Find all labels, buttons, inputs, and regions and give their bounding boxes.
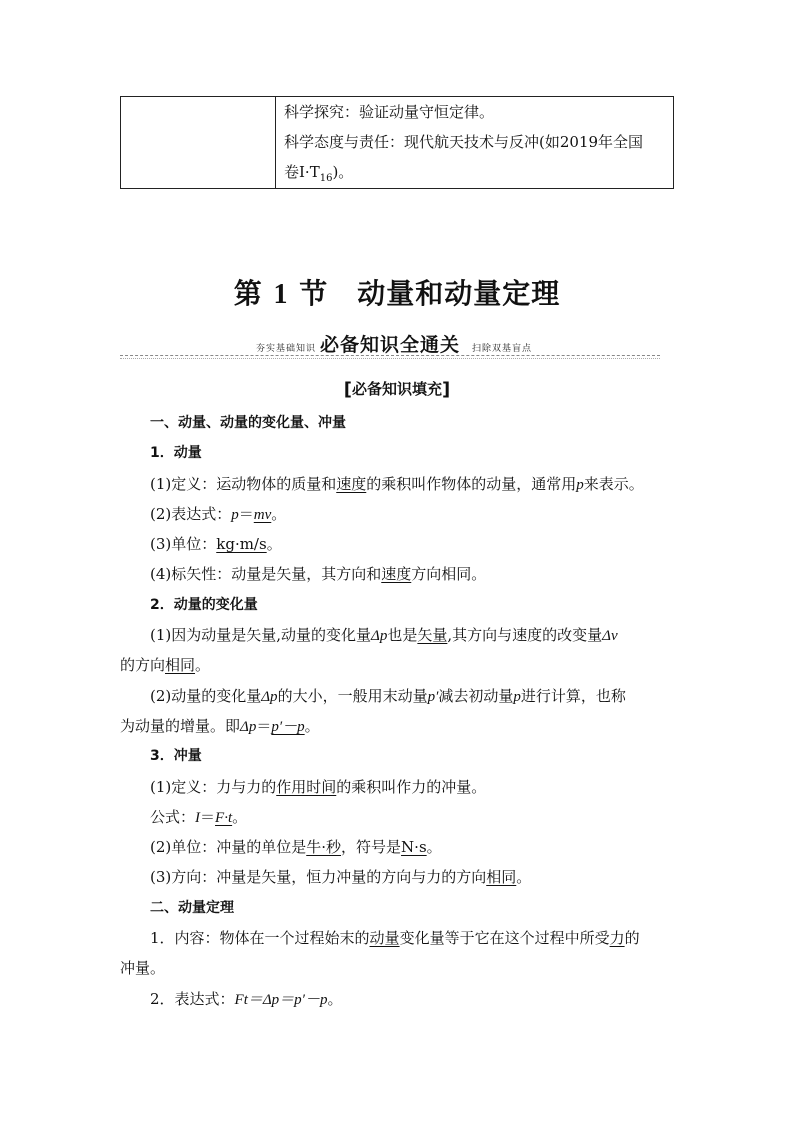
- underlined-answer: N·s: [401, 838, 427, 857]
- formula: Ft＝Δp＝p′－p: [234, 991, 328, 1008]
- title-number: 1: [273, 279, 289, 310]
- page-title: [0, 272, 794, 312]
- heading-1: 一、动量、动量的变化量、冲量: [150, 415, 346, 431]
- momentum-vector: [120, 559, 680, 589]
- impulse-definition: [120, 772, 680, 802]
- underlined-answer: 矢量: [417, 626, 448, 645]
- text: 1．内容：物体在一个过程始末的: [150, 929, 370, 948]
- text: ，符号是: [341, 838, 402, 857]
- text: 。: [271, 504, 287, 523]
- table-line-3: [284, 157, 667, 194]
- underlined-answer: 速度: [336, 474, 367, 493]
- subheading-momentum: 1．动量: [150, 445, 202, 462]
- underlined-answer: 动量: [369, 929, 400, 948]
- impulse-unit: [120, 832, 680, 862]
- text: 的方向: [120, 656, 166, 675]
- text: 公式：: [150, 807, 196, 826]
- text: ＝: [256, 716, 272, 735]
- text: (3)方向：冲量是矢量，恒力冲量的方向与力的方向: [150, 868, 487, 887]
- underlined-answer: 相同: [486, 868, 517, 887]
- text: ,其方向与速度的改变量: [447, 626, 603, 645]
- previous-table: [120, 96, 674, 189]
- text: 。: [232, 807, 248, 826]
- text: (2)动量的变化量: [150, 686, 262, 705]
- theorem-content: [120, 923, 680, 953]
- symbol: p: [576, 476, 584, 493]
- symbol: Δv: [602, 628, 618, 645]
- title-pre: 第: [233, 277, 263, 310]
- table-line-3-pre: 卷Ⅰ·T: [284, 163, 320, 181]
- theorem-content-cont: 冲量。: [120, 959, 166, 978]
- text: 。: [195, 656, 211, 675]
- text: 。: [327, 989, 343, 1008]
- text: 来表示。: [583, 474, 644, 493]
- main-content: [120, 408, 680, 1014]
- section-banner: [120, 330, 660, 360]
- text: 进行计算，也称: [520, 686, 626, 705]
- underlined-answer: 速度: [381, 565, 412, 584]
- table-line-3-post: )。: [332, 163, 354, 181]
- text: (1)定义：力与力的: [150, 777, 277, 796]
- text: (1)因为动量是矢量,动量的变化量: [150, 626, 372, 645]
- change-line-3: [120, 681, 680, 711]
- symbol: p′: [427, 688, 439, 705]
- table-divider: [275, 97, 276, 188]
- change-line-1: [120, 620, 680, 650]
- text: (2)表达式：: [150, 504, 232, 523]
- underlined-answer: F·t: [215, 809, 233, 826]
- subheading-impulse: 3．冲量: [150, 748, 202, 765]
- text: 2．表达式：: [150, 989, 235, 1008]
- table-cell: [284, 97, 667, 194]
- symbol: Δp: [261, 688, 278, 705]
- title-post: 节 动量和动量定理: [299, 277, 561, 310]
- symbol: Δp: [371, 628, 388, 645]
- text: 也是: [387, 626, 418, 645]
- text: 的乘积叫作力的冲量。: [336, 777, 487, 796]
- text: 。: [304, 716, 320, 735]
- text: (2)单位：冲量的单位是: [150, 838, 307, 857]
- banner-rule: [120, 355, 660, 356]
- text: 为动量的增量。即: [120, 716, 241, 735]
- text: 。: [266, 535, 282, 554]
- banner-center: 必备知识全通关: [320, 334, 461, 356]
- symbol: p: [513, 688, 521, 705]
- heading-2: 二、动量定理: [150, 899, 234, 916]
- text: 。: [426, 838, 442, 857]
- underlined-answer: kg·m/s: [216, 535, 267, 554]
- momentum-unit: [120, 529, 680, 559]
- banner-left: 夯实基础知识: [256, 344, 317, 354]
- text: (3)单位：: [150, 535, 217, 554]
- text: 减去初动量: [438, 686, 514, 705]
- theorem-expression: [120, 984, 680, 1014]
- bracket-open: [: [343, 379, 352, 400]
- text: ＝: [238, 504, 254, 523]
- text: 方向相同。: [411, 565, 487, 584]
- text: 的: [624, 929, 640, 948]
- impulse-direction: [120, 862, 680, 892]
- change-line-4: [120, 711, 680, 741]
- text: 变化量等于它在这个过程中所受: [399, 929, 610, 948]
- subheading-momentum-change: 2．动量的变化量: [150, 596, 258, 613]
- section-heading-label: 必备知识填充: [351, 380, 442, 398]
- text: (4)标矢性：动量是矢量，其方向和: [150, 565, 382, 584]
- momentum-definition: [120, 469, 680, 499]
- underlined-answer: mv: [253, 506, 272, 523]
- impulse-formula: [120, 802, 680, 832]
- underlined-answer: 力: [609, 929, 625, 948]
- banner-right: 扫除双基盲点: [472, 344, 533, 354]
- momentum-expression: [120, 499, 680, 529]
- table-line-1: 科学探究：验证动量守恒定律。: [284, 103, 495, 121]
- table-line-2: 科学态度与责任：现代航天技术与反冲(如2019年全国: [284, 133, 644, 151]
- text: (1)定义：运动物体的质量和: [150, 474, 337, 493]
- symbol: p: [231, 506, 239, 523]
- section-heading: [0, 378, 794, 399]
- bracket-close: ]: [442, 379, 451, 400]
- symbol: Δp: [240, 718, 257, 735]
- underlined-answer: p′－p: [271, 718, 305, 735]
- underlined-answer: 相同: [165, 656, 196, 675]
- change-line-2: [120, 650, 680, 680]
- underlined-answer: 牛·秒: [306, 838, 342, 857]
- text: 的乘积叫作物体的动量，通常用: [366, 474, 577, 493]
- underlined-answer: 作用时间: [276, 777, 337, 796]
- text: ＝: [200, 807, 216, 826]
- text: 。: [516, 868, 532, 887]
- banner-rule-dotted: [120, 358, 660, 359]
- table-line-3-sub: 16: [319, 173, 333, 184]
- symbol: I: [195, 809, 201, 826]
- text: 的大小，一般用末动量: [277, 686, 428, 705]
